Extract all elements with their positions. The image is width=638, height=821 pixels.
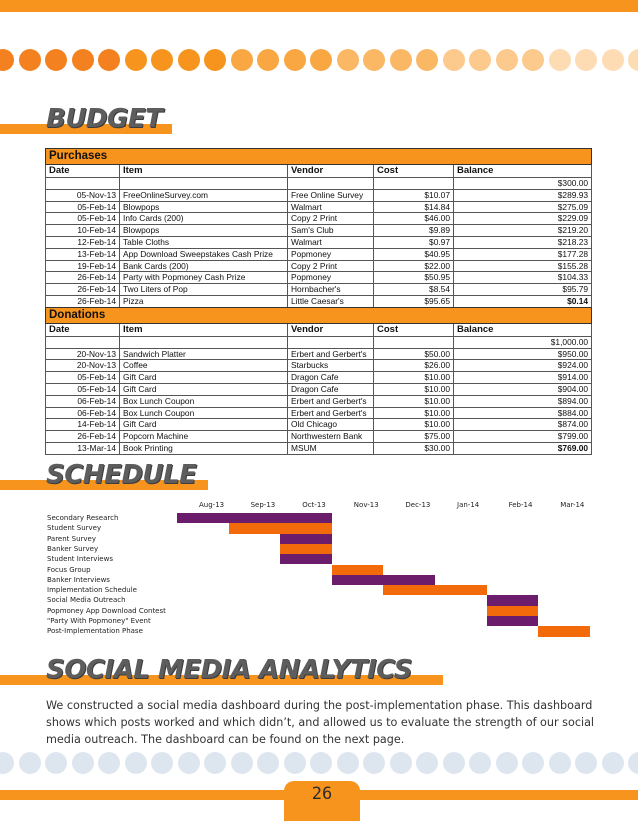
gantt-month-label: Dec-13	[405, 501, 431, 509]
cell-item: Gift Card	[120, 419, 288, 431]
table-row	[46, 284, 592, 296]
cell-item: Box Lunch Coupon	[120, 407, 288, 419]
gantt-task-label: "Party With Popmoney" Event	[47, 617, 151, 625]
col-header-cost: Cost	[374, 165, 454, 178]
cell-item: Two Liters of Pop	[120, 284, 288, 296]
gantt-bar	[229, 523, 332, 533]
cell-item: Sandwich Platter	[120, 348, 288, 360]
cell-vendor: Hornbacher's	[288, 284, 374, 296]
decorative-dot	[496, 49, 518, 71]
decorative-dot	[469, 752, 491, 774]
cell-vendor: Free Online Survey	[288, 189, 374, 201]
gantt-task-label: Secondary Research	[47, 514, 119, 522]
gantt-task-label: Focus Group	[47, 565, 91, 574]
gantt-month-label: Feb-14	[508, 501, 533, 509]
gantt-bar	[280, 554, 332, 564]
purchases-title: Purchases	[46, 149, 592, 165]
decorative-dot	[19, 49, 41, 71]
decorative-dot	[310, 49, 332, 71]
purchases-table	[45, 148, 592, 308]
cell-balance: $219.20	[454, 225, 592, 237]
gantt-bar	[332, 575, 435, 585]
table-row	[46, 407, 592, 419]
gantt-month-label: Mar-14	[560, 501, 585, 509]
decorative-dot	[363, 752, 385, 774]
decorative-dot	[98, 49, 120, 71]
gantt-task-label: Banker Interviews	[47, 575, 110, 584]
decorative-dot	[151, 752, 173, 774]
cell-cost: $10.00	[374, 395, 454, 407]
decorative-dot	[602, 49, 624, 71]
table-row	[46, 260, 592, 272]
table-row	[46, 272, 592, 284]
gantt-month-label: Aug-13	[199, 501, 225, 509]
cell-balance: $218.23	[454, 236, 592, 248]
analytics-paragraph: We constructed a social media dashboard during the post-implementation phase. This dashboard shows which posts worked and which didn’t, and allowed us to evaluate the strength of our social media outreach. The dashboard can be found on the next page.	[46, 699, 595, 746]
decorative-dot	[310, 752, 332, 774]
cell-balance: $177.28	[454, 248, 592, 260]
cell-vendor: MSUM	[288, 442, 374, 454]
decorative-dot	[284, 752, 306, 774]
decorative-dot	[178, 49, 200, 71]
cell-vendor: Dragon Cafe	[288, 383, 374, 395]
page-number: 26	[311, 784, 333, 804]
cell-vendor: Northwestern Bank	[288, 431, 374, 443]
col-header-date: Date	[46, 323, 120, 336]
table-row	[46, 348, 592, 360]
decorative-dot	[522, 49, 544, 71]
cell-vendor: Walmart	[288, 201, 374, 213]
gantt-task-label: Implementation Schedule	[47, 586, 137, 595]
top-orange-rule	[0, 0, 638, 12]
gantt-bar	[383, 585, 486, 595]
decorative-dot	[257, 49, 279, 71]
decorative-dot	[204, 49, 226, 71]
col-header-vendor: Vendor	[288, 323, 374, 336]
cell-item: Gift Card	[120, 372, 288, 384]
cell-cost: $10.07	[374, 189, 454, 201]
cell-date: 05-Feb-14	[46, 201, 120, 213]
cell-date: 20-Nov-13	[46, 360, 120, 372]
gantt-month-label: Sep-13	[250, 501, 276, 509]
decorative-dot	[125, 49, 147, 71]
cell-date: 26-Feb-14	[46, 272, 120, 284]
cell-item: Blowpops	[120, 225, 288, 237]
purchases-table-wrap	[45, 148, 591, 455]
cell-date: 14-Feb-14	[46, 419, 120, 431]
table-row	[46, 395, 592, 407]
cell-balance: $904.00	[454, 383, 592, 395]
cell-item: Info Cards (200)	[120, 213, 288, 225]
cell-date: 13-Mar-14	[46, 442, 120, 454]
decorative-dot	[443, 752, 465, 774]
cell-vendor: Popmoney	[288, 248, 374, 260]
cell-balance: $884.00	[454, 407, 592, 419]
cell-vendor: Erbert and Gerbert's	[288, 395, 374, 407]
donations-table	[45, 307, 592, 455]
cell-item: Gift Card	[120, 383, 288, 395]
cell-date: 10-Feb-14	[46, 225, 120, 237]
cell-cost: $22.00	[374, 260, 454, 272]
cell-date: 26-Feb-14	[46, 295, 120, 307]
table-row	[46, 442, 592, 454]
gantt-bar	[280, 534, 332, 544]
donations-title: Donations	[46, 307, 592, 323]
cell-cost: $40.95	[374, 248, 454, 260]
cell-balance: $0.14	[454, 295, 592, 307]
col-header-vendor: Vendor	[288, 165, 374, 178]
cell-balance: $155.28	[454, 260, 592, 272]
cell-item: Pizza	[120, 295, 288, 307]
cell-cost: $14.84	[374, 201, 454, 213]
gantt-month-label: Jan-14	[457, 501, 480, 509]
schedule-heading: SCHEDULE	[46, 460, 197, 490]
cell-cost: $10.00	[374, 383, 454, 395]
budget-heading: BUDGET	[46, 104, 163, 134]
table-row	[46, 213, 592, 225]
table-row	[46, 189, 592, 201]
table-row	[46, 201, 592, 213]
decorative-dot	[98, 752, 120, 774]
top-dot-border	[0, 49, 638, 73]
decorative-dot	[416, 752, 438, 774]
donations-opening-balance: $1,000.00	[454, 336, 592, 348]
cell-cost: $9.89	[374, 225, 454, 237]
table-row	[46, 295, 592, 307]
cell-item: Bank Cards (200)	[120, 260, 288, 272]
decorative-dot	[549, 752, 571, 774]
cell-vendor: Sam's Club	[288, 225, 374, 237]
cell-balance: $924.00	[454, 360, 592, 372]
cell-vendor: Popmoney	[288, 272, 374, 284]
gantt-month-label: Oct-13	[302, 501, 326, 509]
gantt-task-label: Parent Survey	[47, 534, 96, 543]
cell-vendor: Old Chicago	[288, 419, 374, 431]
table-row	[46, 372, 592, 384]
cell-cost: $10.00	[374, 419, 454, 431]
cell-vendor: Copy 2 Print	[288, 213, 374, 225]
gantt-bar	[538, 626, 590, 636]
table-row	[46, 383, 592, 395]
decorative-dot	[204, 752, 226, 774]
gantt-task-label: Post-Implementation Phase	[47, 627, 143, 636]
decorative-dot	[337, 752, 359, 774]
decorative-dot	[522, 752, 544, 774]
cell-cost: $75.00	[374, 431, 454, 443]
cell-cost: $50.95	[374, 272, 454, 284]
decorative-dot	[363, 49, 385, 71]
decorative-dot	[416, 49, 438, 71]
cell-date: 06-Feb-14	[46, 407, 120, 419]
cell-vendor: Walmart	[288, 236, 374, 248]
cell-item: Blowpops	[120, 201, 288, 213]
cell-balance: $104.33	[454, 272, 592, 284]
col-header-balance: Balance	[454, 165, 592, 178]
decorative-dot	[231, 752, 253, 774]
cell-item: App Download Sweepstakes Cash Prize	[120, 248, 288, 260]
cell-balance: $799.00	[454, 431, 592, 443]
gantt-month-label: Nov-13	[353, 501, 379, 509]
table-row	[46, 419, 592, 431]
cell-date: 26-Feb-14	[46, 284, 120, 296]
cell-vendor: Starbucks	[288, 360, 374, 372]
cell-item: FreeOnlineSurvey.com	[120, 189, 288, 201]
gantt-bar	[177, 513, 332, 523]
decorative-dot	[125, 752, 147, 774]
analytics-heading: SOCIAL MEDIA ANALYTICS	[46, 655, 413, 685]
cell-cost: $30.00	[374, 442, 454, 454]
decorative-dot	[575, 752, 597, 774]
gantt-task-label: Student Interviews	[47, 555, 113, 564]
cell-date: 20-Nov-13	[46, 348, 120, 360]
cell-balance: $289.93	[454, 189, 592, 201]
cell-cost: $8.54	[374, 284, 454, 296]
cell-cost: $46.00	[374, 213, 454, 225]
cell-balance: $275.09	[454, 201, 592, 213]
purchases-opening-balance: $300.00	[454, 178, 592, 190]
col-header-balance: Balance	[454, 323, 592, 336]
cell-balance: $769.00	[454, 442, 592, 454]
col-header-item: Item	[120, 165, 288, 178]
cell-date: 05-Feb-14	[46, 213, 120, 225]
table-row	[46, 248, 592, 260]
gantt-bar	[487, 595, 539, 605]
cell-item: Popcorn Machine	[120, 431, 288, 443]
decorative-dot	[0, 752, 14, 774]
cell-cost: $10.00	[374, 407, 454, 419]
cell-date: 19-Feb-14	[46, 260, 120, 272]
cell-balance: $229.09	[454, 213, 592, 225]
decorative-dot	[390, 49, 412, 71]
gantt-task-label: Student Survey	[47, 524, 102, 533]
cell-balance: $950.00	[454, 348, 592, 360]
table-row	[46, 360, 592, 372]
gantt-bar	[487, 606, 539, 616]
cell-item: Coffee	[120, 360, 288, 372]
cell-cost: $10.00	[374, 372, 454, 384]
cell-vendor: Dragon Cafe	[288, 372, 374, 384]
decorative-dot	[602, 752, 624, 774]
gantt-task-label: Banker Survey	[47, 544, 99, 553]
col-header-cost: Cost	[374, 323, 454, 336]
gantt-task-label: Social Media Outreach	[47, 596, 126, 605]
decorative-dot	[151, 49, 173, 71]
cell-cost: $50.00	[374, 348, 454, 360]
table-row	[46, 431, 592, 443]
cell-balance: $914.00	[454, 372, 592, 384]
cell-vendor: Copy 2 Print	[288, 260, 374, 272]
decorative-dot	[178, 752, 200, 774]
cell-date: 06-Feb-14	[46, 395, 120, 407]
opening-balance-row	[46, 178, 592, 190]
table-row	[46, 225, 592, 237]
table-row	[46, 236, 592, 248]
gantt-bar	[487, 616, 539, 626]
decorative-dot	[549, 49, 571, 71]
decorative-dot	[575, 49, 597, 71]
col-header-date: Date	[46, 165, 120, 178]
cell-cost: $0.97	[374, 236, 454, 248]
decorative-dot	[443, 49, 465, 71]
cell-date: 05-Feb-14	[46, 383, 120, 395]
schedule-gantt-chart	[45, 500, 590, 650]
col-header-item: Item	[120, 323, 288, 336]
gantt-task-label: Popmoney App Download Contest	[47, 606, 166, 615]
decorative-dot	[390, 752, 412, 774]
decorative-dot	[45, 752, 67, 774]
decorative-dot	[19, 752, 41, 774]
cell-cost: $95.65	[374, 295, 454, 307]
cell-item: Box Lunch Coupon	[120, 395, 288, 407]
decorative-dot	[496, 752, 518, 774]
bottom-dot-border	[0, 752, 638, 776]
decorative-dot	[0, 49, 14, 71]
cell-item: Party with Popmoney Cash Prize	[120, 272, 288, 284]
decorative-dot	[628, 49, 638, 71]
opening-balance-row	[46, 336, 592, 348]
cell-item: Table Cloths	[120, 236, 288, 248]
cell-balance: $874.00	[454, 419, 592, 431]
cell-cost: $26.00	[374, 360, 454, 372]
cell-item: Book Printing	[120, 442, 288, 454]
cell-vendor: Erbert and Gerbert's	[288, 407, 374, 419]
cell-date: 05-Nov-13	[46, 189, 120, 201]
cell-date: 26-Feb-14	[46, 431, 120, 443]
cell-date: 05-Feb-14	[46, 372, 120, 384]
decorative-dot	[257, 752, 279, 774]
decorative-dot	[231, 49, 253, 71]
decorative-dot	[628, 752, 638, 774]
decorative-dot	[284, 49, 306, 71]
cell-vendor: Erbert and Gerbert's	[288, 348, 374, 360]
decorative-dot	[469, 49, 491, 71]
gantt-bar	[332, 565, 384, 575]
decorative-dot	[72, 49, 94, 71]
decorative-dot	[45, 49, 67, 71]
decorative-dot	[337, 49, 359, 71]
cell-vendor: Little Caesar's	[288, 295, 374, 307]
cell-date: 13-Feb-14	[46, 248, 120, 260]
cell-balance: $894.00	[454, 395, 592, 407]
cell-balance: $95.79	[454, 284, 592, 296]
gantt-bar	[280, 544, 332, 554]
cell-date: 12-Feb-14	[46, 236, 120, 248]
decorative-dot	[72, 752, 94, 774]
